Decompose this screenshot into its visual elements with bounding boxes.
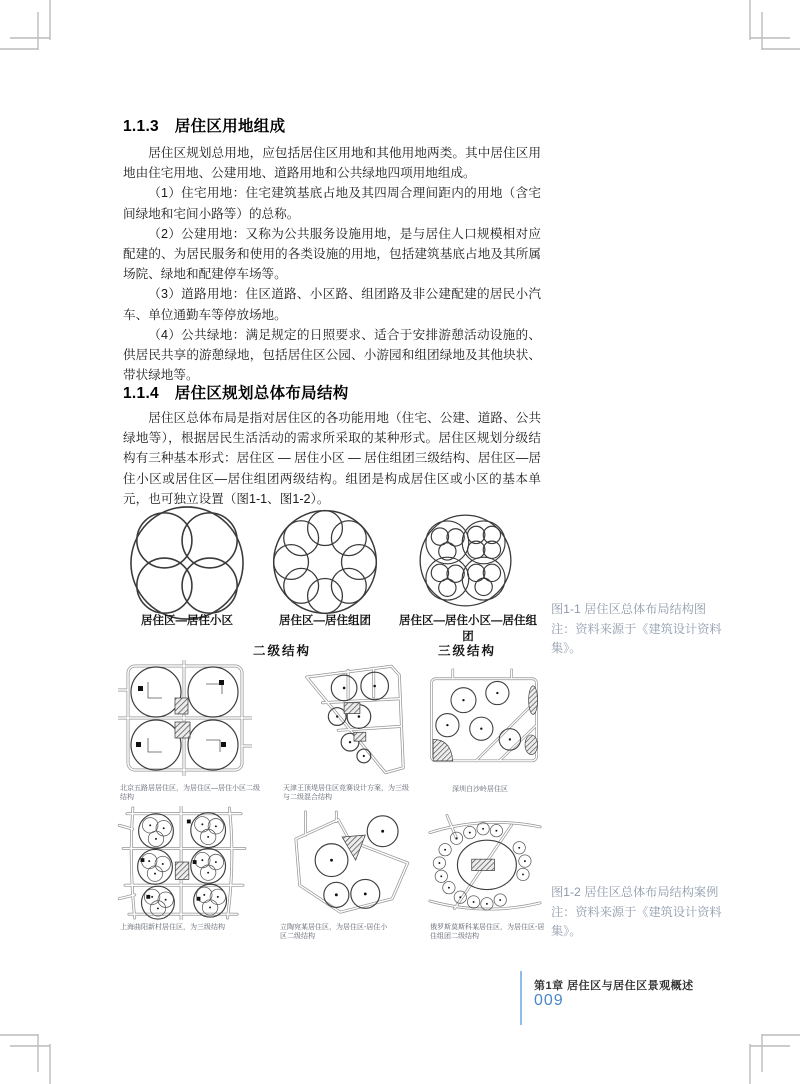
paragraph: （3）道路用地：住区道路、小区路、组团路及非公建配建的居民小汽车、单位通勤车等停放场地。 — [123, 287, 541, 322]
sidenote-title: 图1-2 居住区总体布局结构案例 — [551, 885, 719, 899]
siteplan-tianjin-wangdingdi — [283, 661, 421, 781]
trim-mark-top-right — [740, 0, 800, 60]
figure-1-1-tier-label-2: 二级结构 — [252, 644, 311, 658]
section-heading-1-1-3: 1.1.3 居住区用地组成 — [123, 118, 286, 135]
figure-1-1-tier-label-3: 三级结构 — [437, 644, 496, 658]
figure-1-1-diagram-two-tier-subdistrict — [128, 504, 246, 627]
section-body-1-1-3 — [123, 143, 541, 385]
caption-tianjin: 天津王顶堤居住区竞赛设计方案，为三级与二级混合结构 — [283, 785, 409, 801]
trim-mark-top-left — [0, 0, 60, 60]
footer-divider-line — [520, 971, 522, 1025]
sidenote-title: 图1-1 居住区总体布局结构图 — [551, 602, 707, 616]
trim-mark-bottom-left — [0, 1024, 60, 1084]
section-heading-1-1-4: 1.1.4 居住区规划总体布局结构 — [123, 385, 349, 402]
sidenote-figure-1-2 — [551, 883, 725, 941]
figure-1-1-label-2: 居住区—居住组团 — [279, 615, 371, 627]
figure-1-1-diagram-three-tier — [416, 511, 515, 615]
figure-1-1-label-1: 居住区—居住小区 — [141, 615, 233, 627]
sidenote-source: 注：资料来源于《建筑设计资料集》。 — [551, 622, 722, 655]
caption-shanghai: 上海曲阳新村居住区，为三级结构 — [120, 924, 225, 931]
paragraph: 居住区总体布局是指对居住区的各功能用地（住宅、公建、道路、公共绿地等），根据居民生活活动的需求所采取的某种形式。居住区规划分级结构有三种基本形式：居住区 — 居住小区 — 居住组团三级结构、居住区—居住小区或居住区—居住组团两级结构。组团是构成居住区或小区的基本单元，也可独立设置（图1-1、图1-2）。 — [123, 411, 541, 506]
section-body-1-1-4 — [123, 408, 541, 509]
sidenote-figure-1-1 — [551, 600, 725, 658]
figure-1-1-diagram-two-tier-cluster — [270, 507, 380, 622]
siteplan-lithuania — [276, 810, 416, 923]
figure-1-1-label-3: 居住区—居住小区—居住组团 — [399, 615, 537, 643]
siteplan-beijing-wuluju — [118, 660, 252, 781]
paragraph: （1）住宅用地：住宅建筑基底占地及其四周合理间距内的用地（含宅间绿地和宅间小路等）的总称。 — [123, 186, 541, 221]
siteplan-moscow — [428, 808, 542, 923]
footer-chapter-title: 第1章 居住区与居住区景观概述 — [534, 980, 694, 992]
paragraph: （2）公建用地：又称为公共服务设施用地，是与居住人口规模相对应配建的、为居民服务和使用的各类设施的用地，包括建筑基底占地及其所属场院、绿地和配建停车场等。 — [123, 226, 541, 282]
caption-shenzhen: 深圳白沙岭居住区 — [452, 786, 508, 793]
siteplan-shanghai-quyang — [116, 806, 252, 925]
caption-moscow: 俄罗斯莫斯科某居住区，为居住区-居住组团二级结构 — [430, 924, 545, 940]
paragraph: （4）公共绿地：满足规定的日照要求、适合于安排游憩活动设施的、供居民共享的游憩绿地，包括居住区公园、小游园和组团绿地及其他块状、带状绿地等。 — [123, 327, 541, 383]
caption-lithuania: 立陶宛某居住区，为居住区-居住小区二级结构 — [280, 924, 388, 940]
sidenote-source: 注：资料来源于《建筑设计资料集》。 — [551, 905, 722, 938]
trim-mark-bottom-right — [740, 1024, 800, 1084]
siteplan-shenzhen-baishaling — [426, 666, 542, 775]
paragraph: 居住区规划总用地，应包括居住区用地和其他用地两类。其中居住区用地由住宅用地、公建用地、道路用地和公共绿地四项用地组成。 — [123, 146, 541, 181]
footer-page-number: 009 — [534, 992, 564, 1009]
caption-beijing: 北京五路居居住区，为居住区—居住小区二级结构 — [120, 785, 260, 801]
